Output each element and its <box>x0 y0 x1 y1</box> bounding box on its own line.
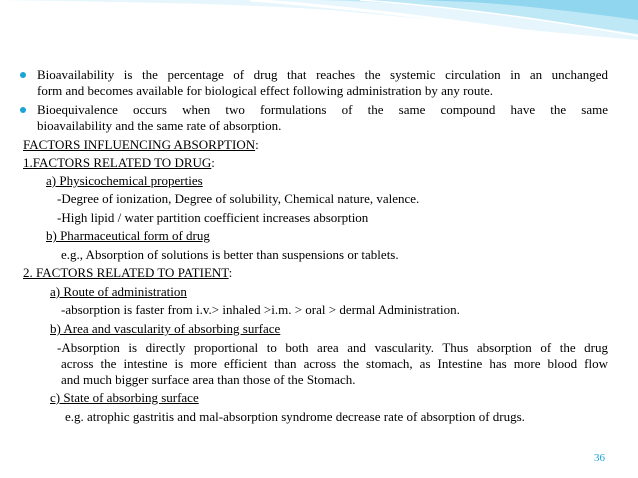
page-number: 36 <box>594 452 605 464</box>
absorbing-surface-line1: e.g. atrophic gastritis and mal-absorption syndrome decrease rate of absorption of drugs. <box>65 409 525 424</box>
factors-heading <box>23 137 259 152</box>
drug-factors-heading-text: 1.FACTORS RELATED TO DRUG <box>23 155 212 170</box>
patient-factors-heading <box>23 265 232 280</box>
pharmaceutical-form-line1: e.g., Absorption of solutions is better than suspensions or tablets. <box>61 247 399 262</box>
bullet-dot <box>20 107 26 113</box>
patient-factors-heading-colon: : <box>228 265 233 280</box>
physicochemical-heading: a) Physicochemical properties <box>46 173 203 188</box>
bullet-dot <box>20 72 26 78</box>
physicochemical-line1: -Degree of ionization, Degree of solubility, Chemical nature, valence. <box>57 191 420 206</box>
area-vascularity-line2: across the intestine is more efficient than across the stomach, as Intestine has more blood flow <box>61 356 608 371</box>
factors-heading-text: FACTORS INFLUENCING ABSORPTION <box>23 137 256 152</box>
patient-factors-heading-text: 2. FACTORS RELATED TO PATIENT <box>23 265 229 280</box>
drug-factors-heading <box>23 155 215 170</box>
area-vascularity-line1: -Absorption is directly proportional to both area and vascularity. Thus absorption of the drug <box>57 340 608 355</box>
bullet-bioavailability-line1: Bioavailability is the percentage of drug that reaches the systemic circulation in an unchanged <box>37 67 608 82</box>
route-heading: a) Route of administration <box>50 284 187 299</box>
route-line1: -absorption is faster from i.v.> inhaled >i.m. > oral > dermal Administration. <box>61 302 460 317</box>
area-vascularity-line3: and much bigger surface area than those of the Stomach. <box>61 372 356 387</box>
absorbing-surface-heading: c) State of absorbing surface <box>50 390 199 405</box>
physicochemical-line2: -High lipid / water partition coefficient increases absorption <box>57 210 369 225</box>
area-vascularity-heading: b) Area and vascularity of absorbing surface <box>50 321 281 336</box>
drug-factors-heading-colon: : <box>211 155 215 170</box>
pharmaceutical-form-heading: b) Pharmaceutical form of drug <box>46 228 210 243</box>
bullet-bioequivalence-line2: bioavailability and the same rate of absorption. <box>37 118 282 133</box>
bullet-bioequivalence-line1: Bioequivalence occurs when two formulations of the same compound have the same <box>37 102 608 117</box>
bullet-bioavailability-line2: form and becomes available for biological effect following administration by any route. <box>37 83 494 98</box>
factors-heading-colon: : <box>255 137 259 152</box>
